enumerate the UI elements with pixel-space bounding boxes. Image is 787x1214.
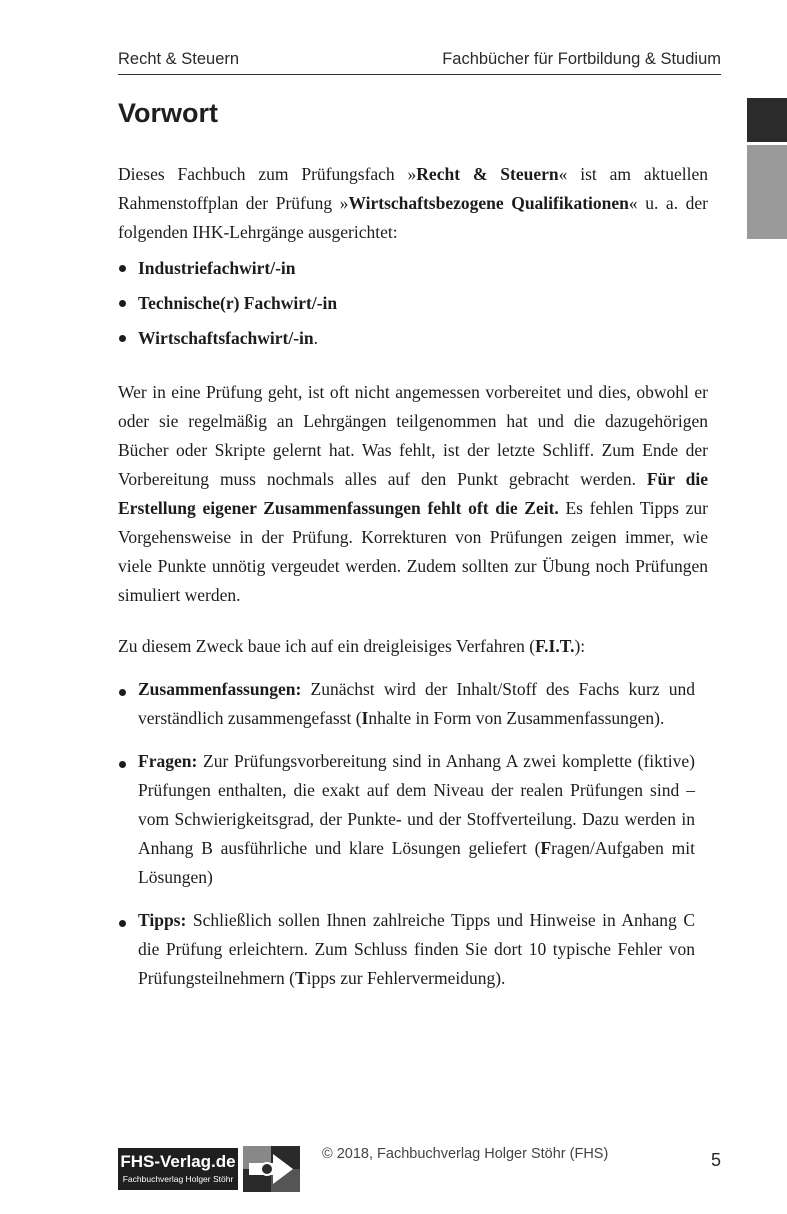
para3-text-2: ): <box>574 636 586 656</box>
publisher-mark-icon <box>243 1146 300 1192</box>
course-label: Wirtschaftsfachwirt/-in <box>138 328 314 348</box>
page-title: Vorwort <box>118 98 218 128</box>
fit-term: Tipps: <box>138 910 187 930</box>
intro-bold-exam: Wirtschaftsbezogene Qualifikationen <box>348 193 629 213</box>
fit-term: Zusammenfassungen: <box>138 679 302 699</box>
fit-list <box>118 675 695 993</box>
fit-letter: F <box>540 838 552 858</box>
fit-text-2: nhalte in Form von Zusammenfassungen). <box>368 708 665 728</box>
header-right-title: Fachbücher für Fortbildung & Studium <box>442 50 721 68</box>
course-list <box>118 251 708 356</box>
para3-bold: F.I.T. <box>535 636 575 656</box>
running-header <box>118 44 721 75</box>
list-item <box>118 747 695 892</box>
method-paragraph <box>118 632 708 661</box>
logo-main-text: FHS-Verlag.de <box>120 1152 236 1171</box>
intro-paragraph <box>118 160 708 247</box>
list-item <box>118 251 708 286</box>
chapter-tab-dark <box>747 98 787 142</box>
para3-text-1: Zu diesem Zweck baue ich auf ein dreigleisiges Verfahren ( <box>118 636 536 656</box>
course-label: Industriefachwirt/-in <box>138 258 296 278</box>
chapter-tab-grey <box>747 145 787 239</box>
list-item <box>118 906 695 993</box>
header-left-title: Recht & Steuern <box>118 50 240 68</box>
logo-sub-text: Fachbuchverlag Holger Stöhr <box>122 1174 234 1184</box>
para2-text-2: Es fehlen Tipps zur Vorgehensweise in der Prüfung. Korrekturen von Prüfungen zeigen immer, wie viele Punkte unnötig vergeudet werden. Zudem sollten zur Übung noch Prüfungen simuliert werden. <box>118 498 708 605</box>
list-item <box>118 675 695 733</box>
publisher-logo <box>118 1148 238 1190</box>
intro-bold-subject: Recht & Steuern <box>416 164 559 184</box>
intro-text-3: « u. a. der folgenden IHK-Lehrgänge ausgerichtet: <box>118 193 708 242</box>
fit-text-1: Zunächst wird der Inhalt/Stoff des Fachs kurz und verständlich zusammengefasst ( <box>138 679 695 728</box>
para2-bold: Für die Erstellung eigener Zusammenfassungen fehlt oft die Zeit. <box>118 469 708 518</box>
page-number: 5 <box>710 1150 721 1170</box>
intro-text-1: Dieses Fachbuch zum Prüfungsfach » <box>118 164 417 184</box>
fit-text-2: ragen/Aufgaben mit Lösungen) <box>138 838 696 887</box>
course-label: Technische(r) Fachwirt/-in <box>138 293 338 313</box>
fit-text-2: ipps zur Fehlervermeidung). <box>306 968 506 988</box>
course-suffix: . <box>313 328 318 348</box>
fit-text-1: Schließlich sollen Ihnen zahlreiche Tipps und Hinweise in Anhang C die Prüfung erleichtern. Zum Schluss finden Sie dort 10 typische Fehler von Prüfungsteilnehmern ( <box>138 910 695 988</box>
list-item <box>118 321 708 356</box>
copyright-notice: © 2018, Fachbuchverlag Holger Stöhr (FHS) <box>322 1146 609 1162</box>
fit-term: Fragen: <box>138 751 198 771</box>
preparation-paragraph <box>118 378 708 610</box>
fit-letter: I <box>361 708 369 728</box>
list-item <box>118 286 708 321</box>
fit-text-1: Zur Prüfungsvorbereitung sind in Anhang A zwei komplette (fiktive) Prüfungen enthalten, die exakt auf dem Niveau der realen Prüfungen sind – vom Schwierigkeitsgrad, der Punkte- und der Stoffverteilung. Dazu werden in Anhang B ausführliche und klare Lösungen geliefert ( <box>138 751 695 858</box>
fit-letter: T <box>294 968 307 988</box>
para2-text-1: Wer in eine Prüfung geht, ist oft nicht angemessen vorbereitet und dies, obwohl er oder sie regelmäßig an Lehrgängen teilgenommen hat und die dazugehörigen Bücher oder Skripte gelernt hat. Was fehlt, ist der letzte Schliff. Zum Ende der Vorbereitung muss nochmals alles auf den Punkt gebracht werden. <box>118 382 708 489</box>
intro-text-2: « ist am aktuellen Rahmenstoffplan der Prüfung » <box>118 164 708 213</box>
main-text <box>118 160 708 1007</box>
